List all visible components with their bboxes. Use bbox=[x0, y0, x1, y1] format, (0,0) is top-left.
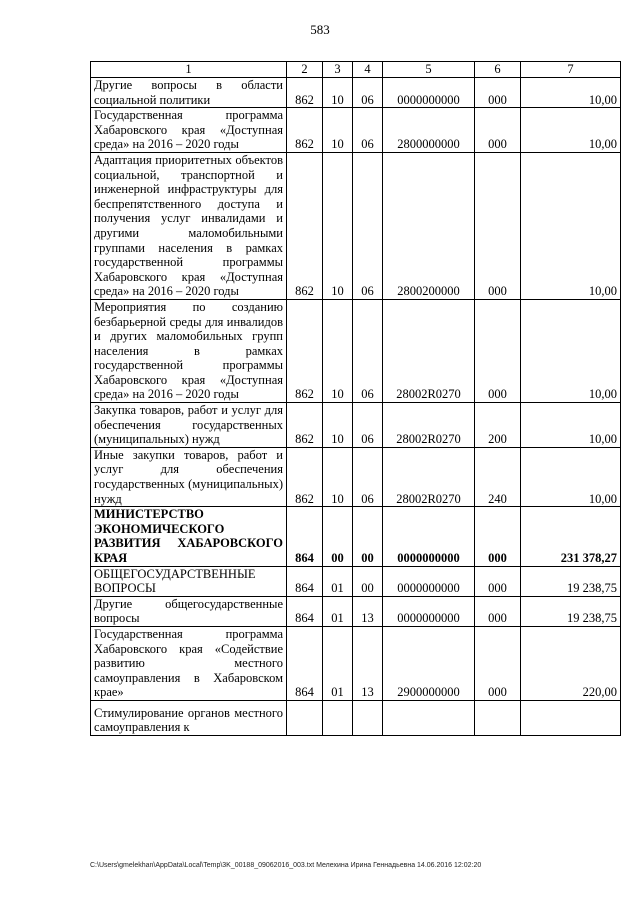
table-row bbox=[91, 78, 621, 108]
row-cell-c3: 10 bbox=[323, 403, 353, 448]
column-header: 6 bbox=[475, 62, 521, 78]
row-cell-c4: 06 bbox=[353, 152, 383, 299]
row-cell-c7: 19 238,75 bbox=[521, 596, 621, 626]
row-cell-c3: 01 bbox=[323, 596, 353, 626]
row-cell-c6: 000 bbox=[475, 626, 521, 700]
header-row bbox=[91, 62, 621, 78]
row-cell-c6: 000 bbox=[475, 507, 521, 566]
row-cell-c2: 862 bbox=[287, 403, 323, 448]
row-cell-c4: 06 bbox=[353, 108, 383, 153]
table-row bbox=[91, 403, 621, 448]
column-header: 5 bbox=[383, 62, 475, 78]
row-cell-c2: 862 bbox=[287, 152, 323, 299]
budget-table bbox=[90, 61, 621, 736]
row-name: МИНИСТЕРСТВО ЭКОНОМИЧЕСКОГО РАЗВИТИЯ ХАБАРОВСКОГО КРАЯ bbox=[91, 507, 287, 566]
row-cell-c6: 000 bbox=[475, 152, 521, 299]
row-cell-c2: 862 bbox=[287, 78, 323, 108]
row-name: Другие вопросы в области социальной политики bbox=[91, 78, 287, 108]
row-name: Государственная программа Хабаровского края «Содействие развитию местного самоуправления в Хабаровском крае» bbox=[91, 626, 287, 700]
row-cell-c5: 0000000000 bbox=[383, 507, 475, 566]
row-cell-c3: 01 bbox=[323, 566, 353, 596]
column-header: 1 bbox=[91, 62, 287, 78]
row-cell-c7: 10,00 bbox=[521, 152, 621, 299]
row-cell-c5: 2800000000 bbox=[383, 108, 475, 153]
column-header: 2 bbox=[287, 62, 323, 78]
table-row bbox=[91, 447, 621, 506]
table-row bbox=[91, 108, 621, 153]
row-cell-c2: 862 bbox=[287, 299, 323, 402]
row-cell-c5: 0000000000 bbox=[383, 566, 475, 596]
row-name: Другие общегосударственные вопросы bbox=[91, 596, 287, 626]
row-cell-c7: 10,00 bbox=[521, 78, 621, 108]
row-name: ОБЩЕГОСУДАРСТВЕННЫЕ ВОПРОСЫ bbox=[91, 566, 287, 596]
row-cell-c2: 864 bbox=[287, 626, 323, 700]
row-name: Иные закупки товаров, работ и услуг для обеспечения государственных (муниципальных) нужд bbox=[91, 447, 287, 506]
row-cell-c4: 00 bbox=[353, 566, 383, 596]
column-header: 4 bbox=[353, 62, 383, 78]
row-cell-c5: 2900000000 bbox=[383, 626, 475, 700]
row-cell-c3: 10 bbox=[323, 108, 353, 153]
row-cell-c3: 10 bbox=[323, 299, 353, 402]
row-cell-c7: 220,00 bbox=[521, 626, 621, 700]
row-cell-c4: 13 bbox=[353, 626, 383, 700]
row-cell-c4: 06 bbox=[353, 447, 383, 506]
row-cell-c7: 10,00 bbox=[521, 447, 621, 506]
row-cell-c4: 06 bbox=[353, 78, 383, 108]
row-cell-c3: 00 bbox=[323, 507, 353, 566]
table-row bbox=[91, 507, 621, 566]
row-cell-c7: 231 378,27 bbox=[521, 507, 621, 566]
row-cell-c6: 000 bbox=[475, 596, 521, 626]
column-header: 7 bbox=[521, 62, 621, 78]
row-cell-c7: 10,00 bbox=[521, 299, 621, 402]
row-cell-c3: 10 bbox=[323, 152, 353, 299]
page-number: 583 bbox=[310, 22, 330, 37]
row-cell-c5: 28002R0270 bbox=[383, 447, 475, 506]
column-header: 3 bbox=[323, 62, 353, 78]
row-cell-c4: 06 bbox=[353, 299, 383, 402]
row-cell-c2: 864 bbox=[287, 596, 323, 626]
table-row bbox=[91, 626, 621, 700]
row-cell-c6: 000 bbox=[475, 108, 521, 153]
row-cell-c7: 10,00 bbox=[521, 403, 621, 448]
row-cell-c3: 01 bbox=[323, 626, 353, 700]
row-name: Стимулирование органов местного самоуправления к bbox=[91, 700, 287, 735]
file-path-footer: C:\Users\gmelekhan\AppData\Local\Temp\3K_00188_09062016_003.txt Мелехина Ирина Геннадьевна 14.06.2016 12:02:20 bbox=[90, 862, 482, 869]
row-cell-c2: 864 bbox=[287, 507, 323, 566]
row-cell-c3: 10 bbox=[323, 78, 353, 108]
row-name: Государственная программа Хабаровского края «Доступная среда» на 2016 – 2020 годы bbox=[91, 108, 287, 153]
row-cell-c6: 240 bbox=[475, 447, 521, 506]
row-cell-c6: 000 bbox=[475, 299, 521, 402]
row-name: Мероприятия по созданию безбарьерной среды для инвалидов и других маломобильных групп населения в рамках государственной программы Хабаровского края «Доступная среда» на 2016 – 2020 годы bbox=[91, 299, 287, 402]
row-cell-c4: 06 bbox=[353, 403, 383, 448]
row-cell-c6: 000 bbox=[475, 566, 521, 596]
row-cell-c5: 28002R0270 bbox=[383, 299, 475, 402]
table-row bbox=[91, 566, 621, 596]
row-name: Закупка товаров, работ и услуг для обеспечения государственных (муниципальных) нужд bbox=[91, 403, 287, 448]
table-row-cut bbox=[91, 700, 621, 735]
row-cell-c2: 862 bbox=[287, 447, 323, 506]
row-name: Адаптация приоритетных объектов социальной, транспортной и инженерной инфраструктуры для беспрепятственного доступа и получения услуг инвалидами и другими маломобильными группами населения в рамках государственной программы Хабаровского края «Доступная среда» на 2016 – 2020 годы bbox=[91, 152, 287, 299]
row-cell-c2: 862 bbox=[287, 108, 323, 153]
row-cell-c3: 10 bbox=[323, 447, 353, 506]
table-row bbox=[91, 299, 621, 402]
row-cell-c4: 13 bbox=[353, 596, 383, 626]
table-row bbox=[91, 596, 621, 626]
row-cell-c2: 864 bbox=[287, 566, 323, 596]
row-cell-c5: 0000000000 bbox=[383, 596, 475, 626]
row-cell-c5: 28002R0270 bbox=[383, 403, 475, 448]
row-cell-c4: 00 bbox=[353, 507, 383, 566]
row-cell-c7: 19 238,75 bbox=[521, 566, 621, 596]
row-cell-c6: 200 bbox=[475, 403, 521, 448]
row-cell-c7: 10,00 bbox=[521, 108, 621, 153]
row-cell-c5: 0000000000 bbox=[383, 78, 475, 108]
row-cell-c6: 000 bbox=[475, 78, 521, 108]
table-row bbox=[91, 152, 621, 299]
row-cell-c5: 2800200000 bbox=[383, 152, 475, 299]
